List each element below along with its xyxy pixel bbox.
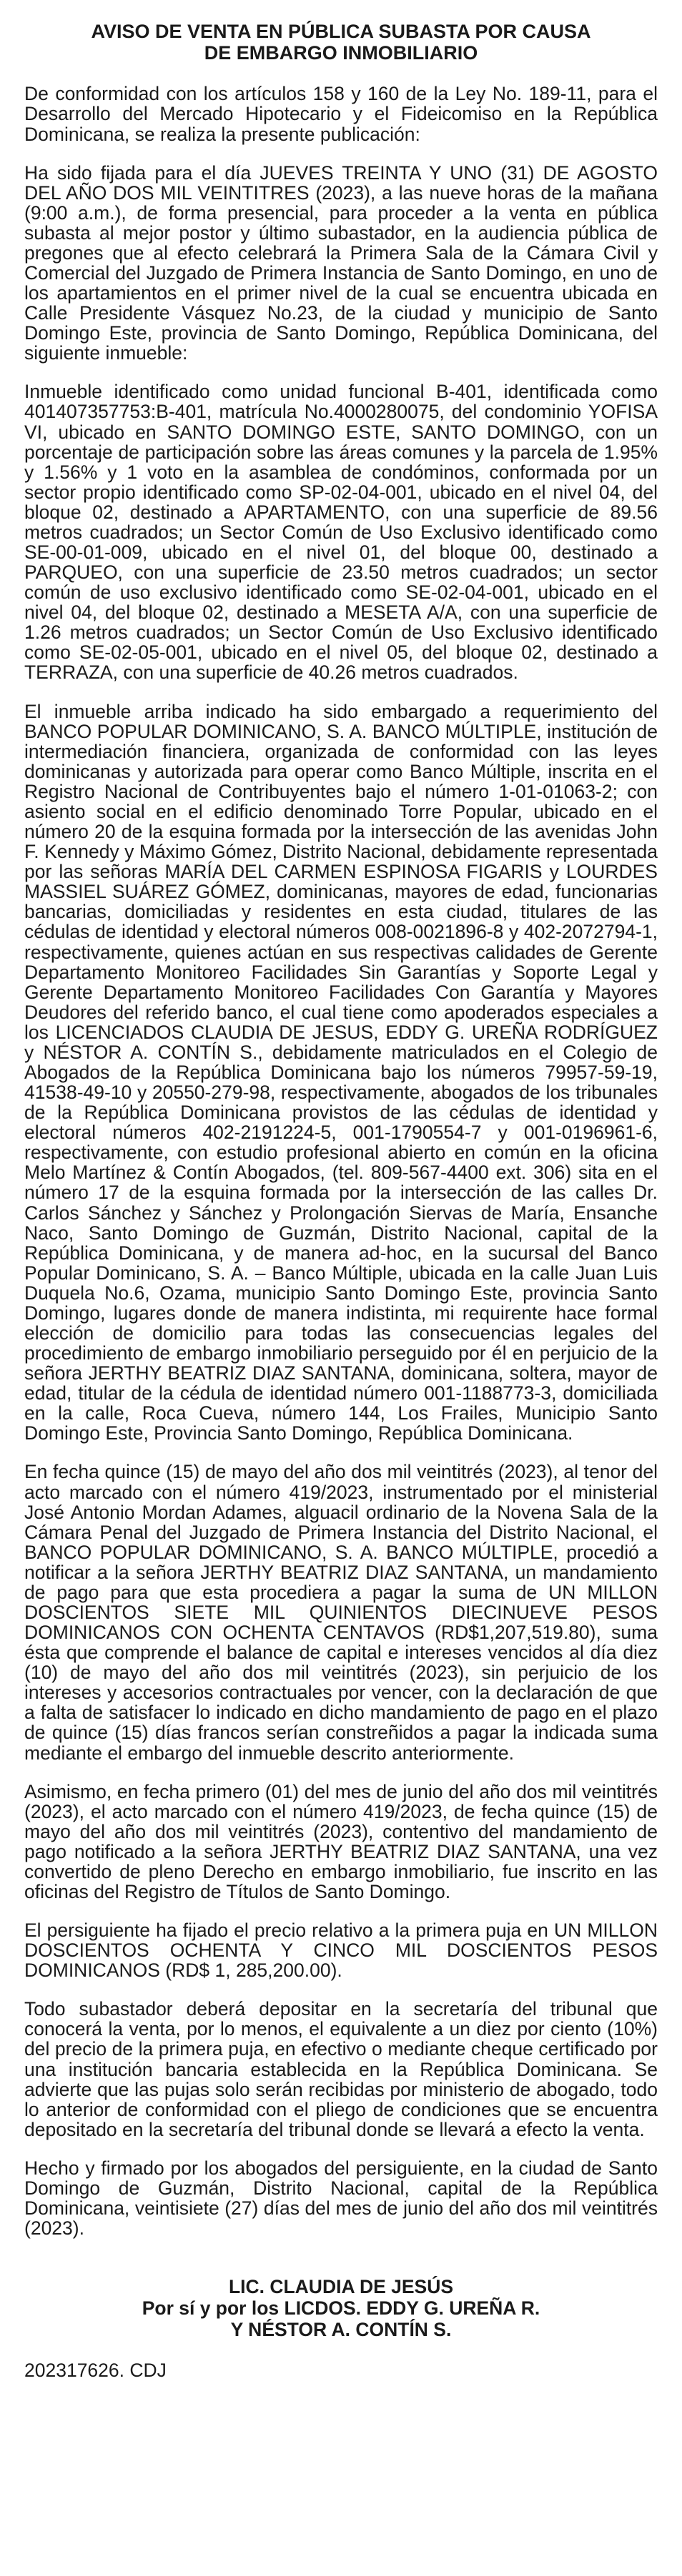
paragraph-seizing-party: El inmueble arriba indicado ha sido embargado a requerimiento del BANCO POPULAR DOMINICANO, S. A. BANCO MÚLTIPLE, institución de intermediación financiera, organizada de conformidad con las leyes dominicanas y autorizada para operar como Banco Múltiple, inscrita en el Registro Nacional de Contribuyentes bajo el número 1-01-01063-2; con asiento social en el edificio denominado Torre Popular, ubicado en el número 20 de la esquina formada por la intersección de las avenidas John F. Kennedy y Máximo Gómez, Distrito Nacional, debidamente representada por las señoras MARÍA DEL CARMEN ESPINOSA FIGARIS y LOURDES MASSIEL SUÁREZ GÓMEZ, dominicanas, mayores de edad, funcionarias bancarias, domiciliadas y residentes en esta ciudad, titulares de las cédulas de identidad y electoral números 008-0021896-8 y 402-2072794-1, respectivamente, quienes actúan en sus respectivas calidades de Gerente Departamento Monitoreo Facilidades Sin Garantías y Soporte Legal y Gerente Departamento Monitoreo Facilidades Con Garantía y Mayores Deudores del referido banco, el cual tiene como apoderados especiales a los LICENCIADOS CLAUDIA DE JESUS, EDDY G. UREÑA RODRÍGUEZ y NÉSTOR A. CONTÍN S., debidamente matriculados en el Colegio de Abogados de la República Dominicana bajo los números 79957-59-19, 41538-49-10 y 20550-279-98, respectivamente, abogados de los tribunales de la República Dominicana provistos de las cédulas de identidad y electoral números 402-2191224-5, 001-1790554-7 y 001-0196961-6, respectivamente, con estudio profesional abierto en común en la oficina Melo Martínez & Contín Abogados, (tel. 809-567-4400 ext. 306) sita en el número 17 de la esquina formada por la intersección de las calles Dr. Carlos Sánchez y Sánchez y Prolongación Siervas de María, Ensanche Naco, Santo Domingo de Guzmán, Distrito Nacional, capital de la República Dominicana, y de manera ad-hoc, en la sucursal del Banco Popular Dominicano, S. A. – Banco Múltiple, ubicada en la calle Juan Luis Duquela No.6, Ozama, municipio Santo Domingo Este, provincia Santo Domingo, lugares donde de manera indistinta, mi requirente hace formal elección de domicilio para todas las consecuencias legales del procedimiento de embargo inmobiliario perseguido por él en perjuicio de la señora JERTHY BEATRIZ DIAZ SANTANA, dominicana, soltera, mayor de edad, titular de la cédula de identidad número 001-1188773-3, domiciliada en la calle, Roca Cueva, número 144, Los Frailes, Municipio Santo Domingo Este, Provincia Santo Domingo, República Dominicana. <box>24 700 658 1444</box>
paragraph-payment-order: En fecha quince (15) de mayo del año dos mil veintitrés (2023), al tenor del acto marcado con el número 419/2023, instrumentado por el ministerial José Antonio Mordan Adames, alguacil ordinario de la Novena Sala de la Cámara Penal del Juzgado de Primera Instancia del Distrito Nacional, el BANCO POPULAR DOMINICANO, S. A. BANCO MÚLTIPLE, procedió a notificar a la señora JERTHY BEATRIZ DIAZ SANTANA, un mandamiento de pago para que esta procediera a pagar la suma de UN MILLON DOSCIENTOS SIETE MIL QUINIENTOS DIECINUEVE PESOS DOMINICANOS CON OCHENTA CENTAVOS (RD$1,207,519.80), suma ésta que comprende el balance de capital e intereses vencidos al día diez (10) de mayo del año dos mil veintitrés (2023), sin perjuicio de los intereses y accesorios contractuales por vencer, con la declaración de que a falta de satisfacer lo indicado en dicho mandamiento de pago en el plazo de quince (15) días francos serían constreñidos a pagar la indicada suma mediante el embargo del inmueble descrito anteriormente. <box>24 1461 658 1764</box>
paragraph-auction-date: Ha sido fijada para el día JUEVES TREINTA Y UNO (31) DE AGOSTO DEL AÑO DOS MIL VEINTITRES (2023), a las nueve horas de la mañana (9:00 a.m.), de forma presencial, para proceder a la venta en pública subasta al mejor postor y último subastador, en la audiencia pública de pregones que al efecto celebrará la Primera Sala de la Cámara Civil y Comercial del Juzgado de Primera Instancia de Santo Domingo, en uno de los apartamientos en el primer nivel de la cual se encuentra ubicada en Calle Presidente Vásquez No.23, de la ciudad y municipio de Santo Domingo Este, provincia de Santo Domingo, República Dominicana, del siguiente inmueble: <box>24 161 658 364</box>
paragraph-signing-statement: Hecho y firmado por los abogados del persiguiente, en la ciudad de Santo Domingo de Guzmán, Distrito Nacional, capital de la República Dominicana, veintisiete (27) días del mes de junio del año dos mil veintitrés (2023). <box>24 2157 658 2240</box>
notice-title <box>24 21 658 64</box>
signature-block <box>24 2277 658 2340</box>
paragraph-first-bid-price: El persiguiente ha fijado el precio relativo a la primera puja en UN MILLON DOSCIENTOS OCHENTA Y CINCO MIL DOSCIENTOS PESOS DOMINICANOS (RD$ 1, 285,200.00). <box>24 1919 658 1982</box>
title-line-1: AVISO DE VENTA EN PÚBLICA SUBASTA POR CAUSA <box>91 21 591 42</box>
title-line-2: DE EMBARGO INMOBILIARIO <box>204 41 478 64</box>
paragraph-legal-basis: De conformidad con los artículos 158 y 160 de la Ley No. 189-11, para el Desarrollo del Mercado Hipotecario y el Fideicomiso en la República Dominicana, se realiza la presente publicación: <box>24 83 658 145</box>
paragraph-property-description: Inmueble identificado como unidad funcional B-401, identificada como 401407357753:B-401, matrícula No.4000280075, del condominio YOFISA VI, ubicado en SANTO DOMINGO ESTE, SANTO DOMINGO, con un porcentaje de participación sobre las áreas comunes y la parcela de 1.95% y 1.56% y 1 voto en la asamblea de condóminos, conformada por un sector propio identificado como SP-02-04-001, ubicado en el nivel 04, del bloque 02, destinado a APARTAMENTO, con una superficie de 89.56 metros cuadrados; un Sector Común de Uso Exclusivo identificado como SE-00-01-009, ubicado en el nivel 01, del bloque 00, destinado a PARQUEO, con una superficie de 23.50 metros cuadrados; un sector común de uso exclusivo identificado como SE-02-04-001, ubicado en el nivel 04, del bloque 02, destinado a MESETA A/A, con una superficie de 1.26 metros cuadrados; un Sector Común de Uso Exclusivo identificado como SE-02-05-001, ubicado en el nivel 05, del bloque 02, destinado a TERRAZA, con una superficie de 40.26 metros cuadrados. <box>24 381 658 684</box>
reference-code: 202317626. CDJ <box>24 2360 167 2382</box>
signature-line-1: LIC. CLAUDIA DE JESÚS <box>228 2276 454 2298</box>
signature-line-2: Por sí y por los LICDOS. EDDY G. UREÑA R. <box>142 2297 540 2319</box>
paragraph-registration: Asimismo, en fecha primero (01) del mes de junio del año dos mil veintitrés (2023), el acto marcado con el número 419/2023, de fecha quince (15) de mayo del año dos mil veintitrés (2023), contentivo del mandamiento de pago notificado a la señora JERTHY BEATRIZ DIAZ SANTANA, una vez convertido de pleno Derecho en embargo inmobiliario, fue inscrito en las oficinas del Registro de Títulos de Santo Domingo. <box>24 1780 658 1903</box>
signature-line-3: Y NÉSTOR A. CONTÍN S. <box>230 2318 452 2340</box>
paragraph-bidding-conditions: Todo subastador deberá depositar en la secretaría del tribunal que conocerá la venta, por lo menos, el equivalente a un diez por ciento (10%) del precio de la primera puja, en efectivo o mediante cheque certificado por una institución bancaria establecida en la República Dominicana. Se advierte que las pujas solo serán recibidas por ministerio de abogado, todo lo anterior de conformidad con el pliego de condiciones que se encuentra depositado en la secretaría del tribunal donde se llevará a efecto la venta. <box>24 1998 658 2140</box>
